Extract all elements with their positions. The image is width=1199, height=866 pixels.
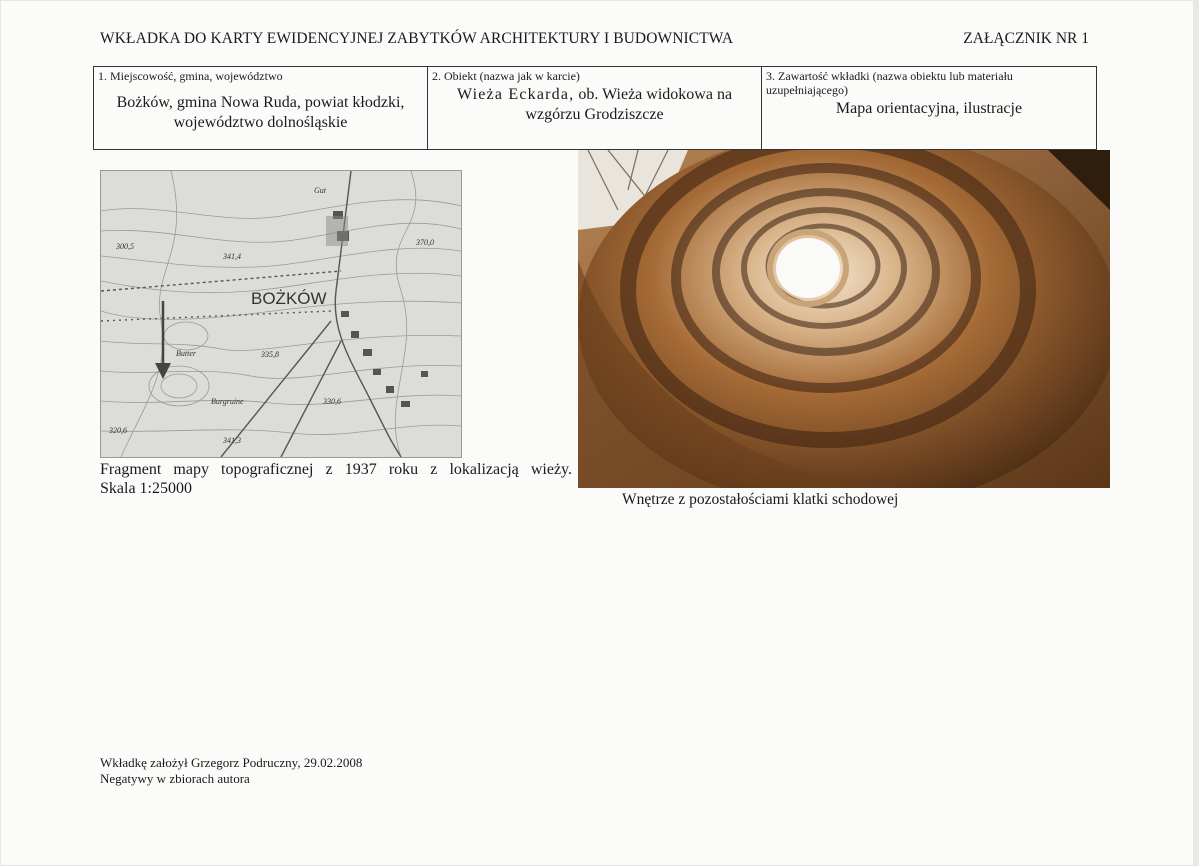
scan-edge	[1193, 0, 1199, 866]
topographic-map	[100, 170, 462, 458]
location-label: 1. Miejscowość, gmina, województwo	[98, 69, 283, 83]
content-cell	[762, 67, 1097, 150]
metadata-table	[93, 66, 1097, 150]
map-label-height-4: 330,6	[323, 397, 341, 406]
map-caption	[100, 460, 572, 498]
map-drawing	[101, 171, 461, 457]
map-label-height-6: 341,3	[223, 436, 241, 445]
location-cell	[94, 67, 428, 150]
map-label-burgruine: Burgruine	[211, 397, 244, 406]
map-label-butter: Butter	[176, 349, 196, 358]
object-name: Wieża Eckarda,	[456, 86, 575, 103]
content-value: Mapa orientacyjna, ilustracje	[835, 100, 1023, 117]
map-caption-line1: Fragment mapy topograficznej z 1937 roku z lokalizacją wieży.	[100, 461, 572, 478]
content-label: 3. Zawartość wkładki (nazwa obiektu lub materiału uzupełniającego)	[766, 69, 1013, 97]
object-value	[432, 85, 757, 125]
attachment-number: ZAŁĄCZNIK NR 1	[963, 30, 1089, 47]
author-note: Wkładkę założył Grzegorz Podruczny, 29.02.2008	[100, 755, 363, 770]
object-cell	[428, 67, 762, 150]
map-label-height-3: 335,8	[261, 350, 279, 359]
map-caption-scale: Skala 1:25000	[100, 480, 192, 497]
negatives-note: Negatywy w zbiorach autora	[100, 771, 250, 786]
photo-caption: Wnętrze z pozostałościami klatki schodowej	[622, 491, 899, 508]
map-label-height-5: 320,6	[109, 426, 127, 435]
photo-drawing	[578, 150, 1110, 488]
tower-interior-photo	[578, 150, 1110, 488]
location-value: Bożków, gmina Nowa Ruda, powiat kłodzki, województwo dolnośląskie	[116, 94, 405, 131]
footer-notes	[100, 755, 362, 787]
map-place-label: BOŻKÓW	[251, 289, 327, 308]
map-label-height-7: 370,0	[416, 238, 434, 247]
map-label-height-1: 300,5	[116, 242, 134, 251]
document-title: WKŁADKA DO KARTY EWIDENCYJNEJ ZABYTKÓW ARCHITEKTURY I BUDOWNICTWA	[100, 30, 734, 47]
map-label-gut: Gut	[314, 186, 326, 195]
object-alt-name: ob. Wieża widokowa na wzgórzu Grodziszcze	[525, 86, 733, 123]
map-label-height-2: 341,4	[223, 252, 241, 261]
object-label: 2. Obiekt (nazwa jak w karcie)	[432, 69, 580, 83]
